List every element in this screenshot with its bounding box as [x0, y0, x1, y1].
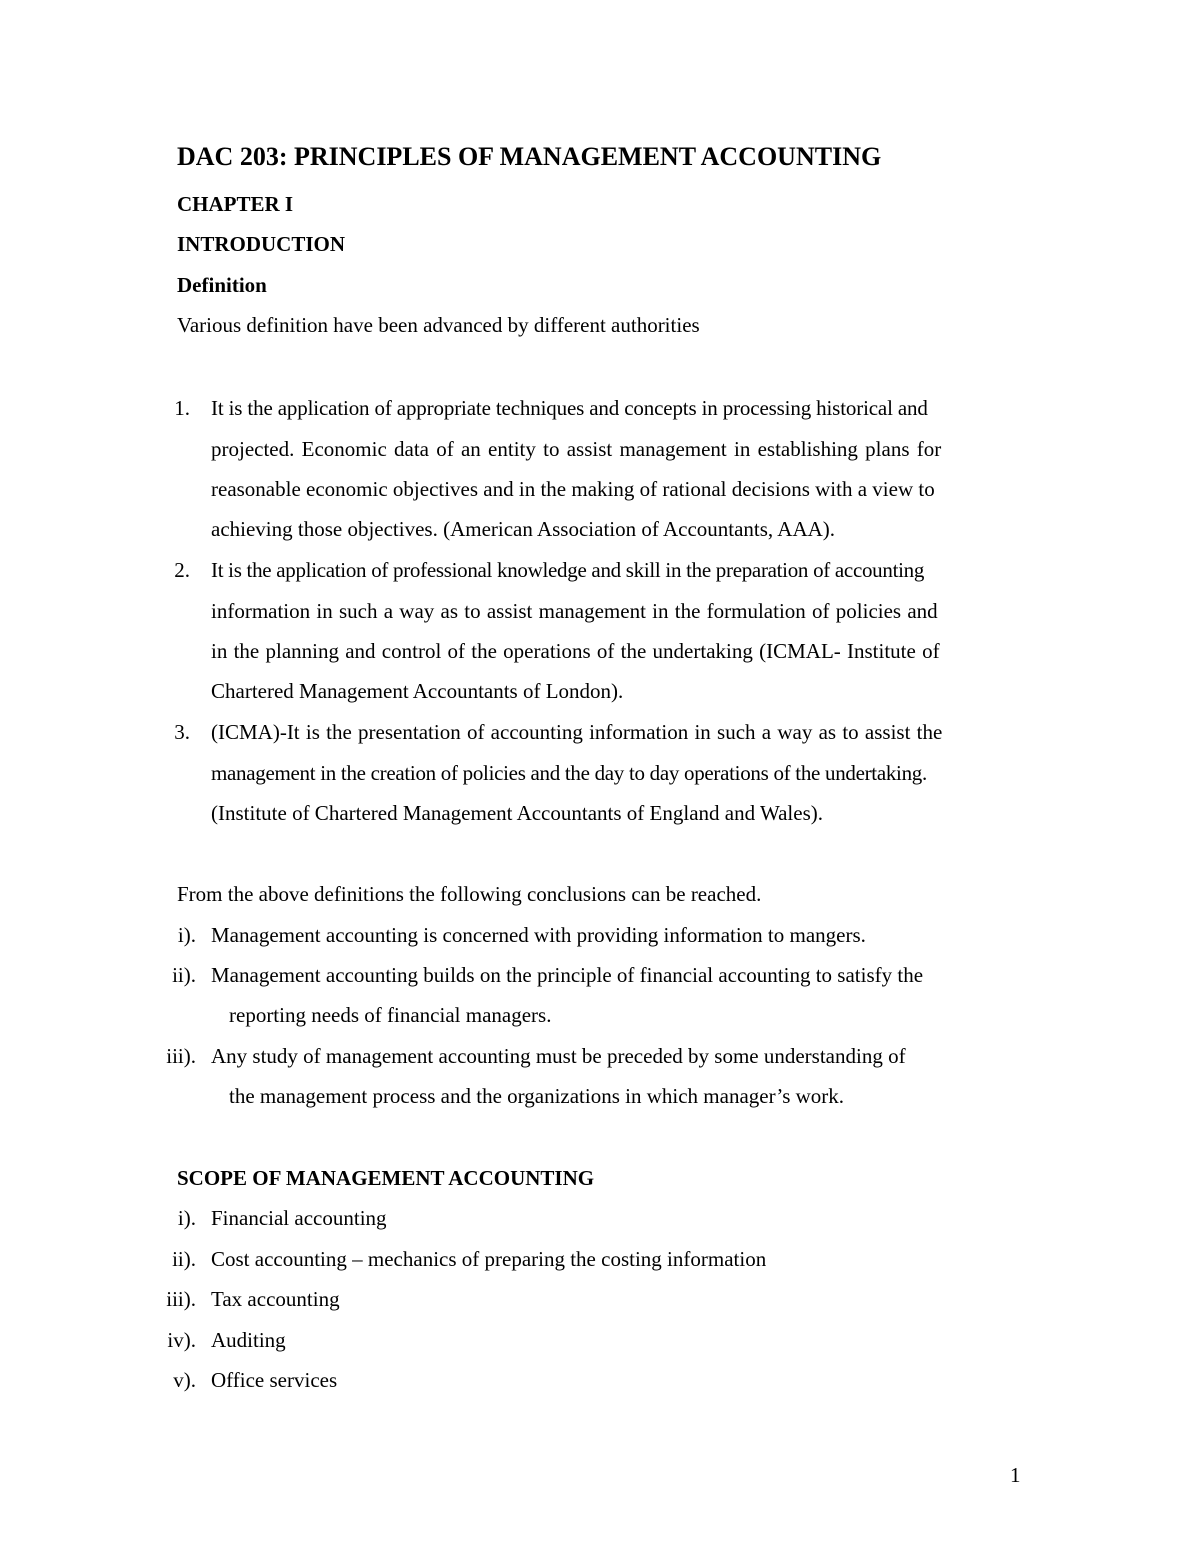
scope-number: iii). — [166, 1287, 196, 1311]
definition-line: (Institute of Chartered Management Accountants of England and Wales). — [211, 801, 823, 825]
document-title: DAC 203: PRINCIPLES OF MANAGEMENT ACCOUNTING — [177, 142, 882, 171]
conclusion-number: i). — [177, 923, 196, 947]
conclusion-line: Any study of management accounting must be preceded by some understanding of — [211, 1044, 906, 1068]
scope-heading: SCOPE OF MANAGEMENT ACCOUNTING — [177, 1166, 595, 1190]
conclusion-number: ii). — [172, 963, 196, 987]
definition-number: 1. — [174, 396, 190, 420]
chapter-heading: CHAPTER I — [177, 192, 294, 216]
definition-line: projected. Economic data of an entity to assist management in establishing plans for — [211, 437, 942, 461]
scope-text: Office services — [211, 1368, 338, 1392]
conclusion-line: Management accounting is concerned with providing information to mangers. — [211, 923, 866, 947]
section-heading: INTRODUCTION — [177, 232, 346, 256]
definition-number: 2. — [174, 558, 190, 582]
scope-text: Auditing — [211, 1328, 286, 1352]
definition-line: It is the application of professional knowledge and skill in the preparation of accounting — [211, 558, 925, 582]
scope-number: ii). — [172, 1247, 196, 1271]
conclusion-line: Management accounting builds on the principle of financial accounting to satisfy the — [211, 963, 924, 987]
page-number: 1 — [1010, 1463, 1021, 1487]
scope-text: Tax accounting — [211, 1287, 340, 1311]
scope-number: i). — [177, 1206, 196, 1230]
definition-line: in the planning and control of the operations of the undertaking (ICMAL- Institute of — [211, 639, 940, 663]
definition-line: management in the creation of policies and the day to day operations of the undertaking. — [211, 761, 927, 785]
conclusion-line: reporting needs of financial managers. — [229, 1003, 552, 1027]
subsection-heading: Definition — [177, 273, 267, 297]
intro-text: Various definition have been advanced by different authorities — [177, 313, 700, 337]
definition-line: reasonable economic objectives and in the making of rational decisions with a view to — [211, 477, 935, 501]
scope-number: v). — [173, 1368, 196, 1392]
definition-line: (ICMA)-It is the presentation of accounting information in such a way as to assist the — [211, 720, 943, 744]
scope-number: iv). — [167, 1328, 196, 1352]
definition-line: achieving those objectives. (American Association of Accountants, AAA). — [211, 517, 836, 541]
conclusion-line: the management process and the organizations in which manager’s work. — [229, 1084, 845, 1108]
conclusions-intro: From the above definitions the following conclusions can be reached. — [177, 882, 762, 906]
definition-line: It is the application of appropriate techniques and concepts in processing historical and — [211, 396, 928, 420]
definition-number: 3. — [174, 720, 190, 744]
conclusion-number: iii). — [166, 1044, 196, 1068]
definition-line: information in such a way as to assist management in the formulation of policies and — [211, 599, 938, 623]
scope-text: Cost accounting – mechanics of preparing the costing information — [211, 1247, 767, 1271]
scope-text: Financial accounting — [211, 1206, 387, 1230]
definition-line: Chartered Management Accountants of London). — [211, 679, 624, 703]
